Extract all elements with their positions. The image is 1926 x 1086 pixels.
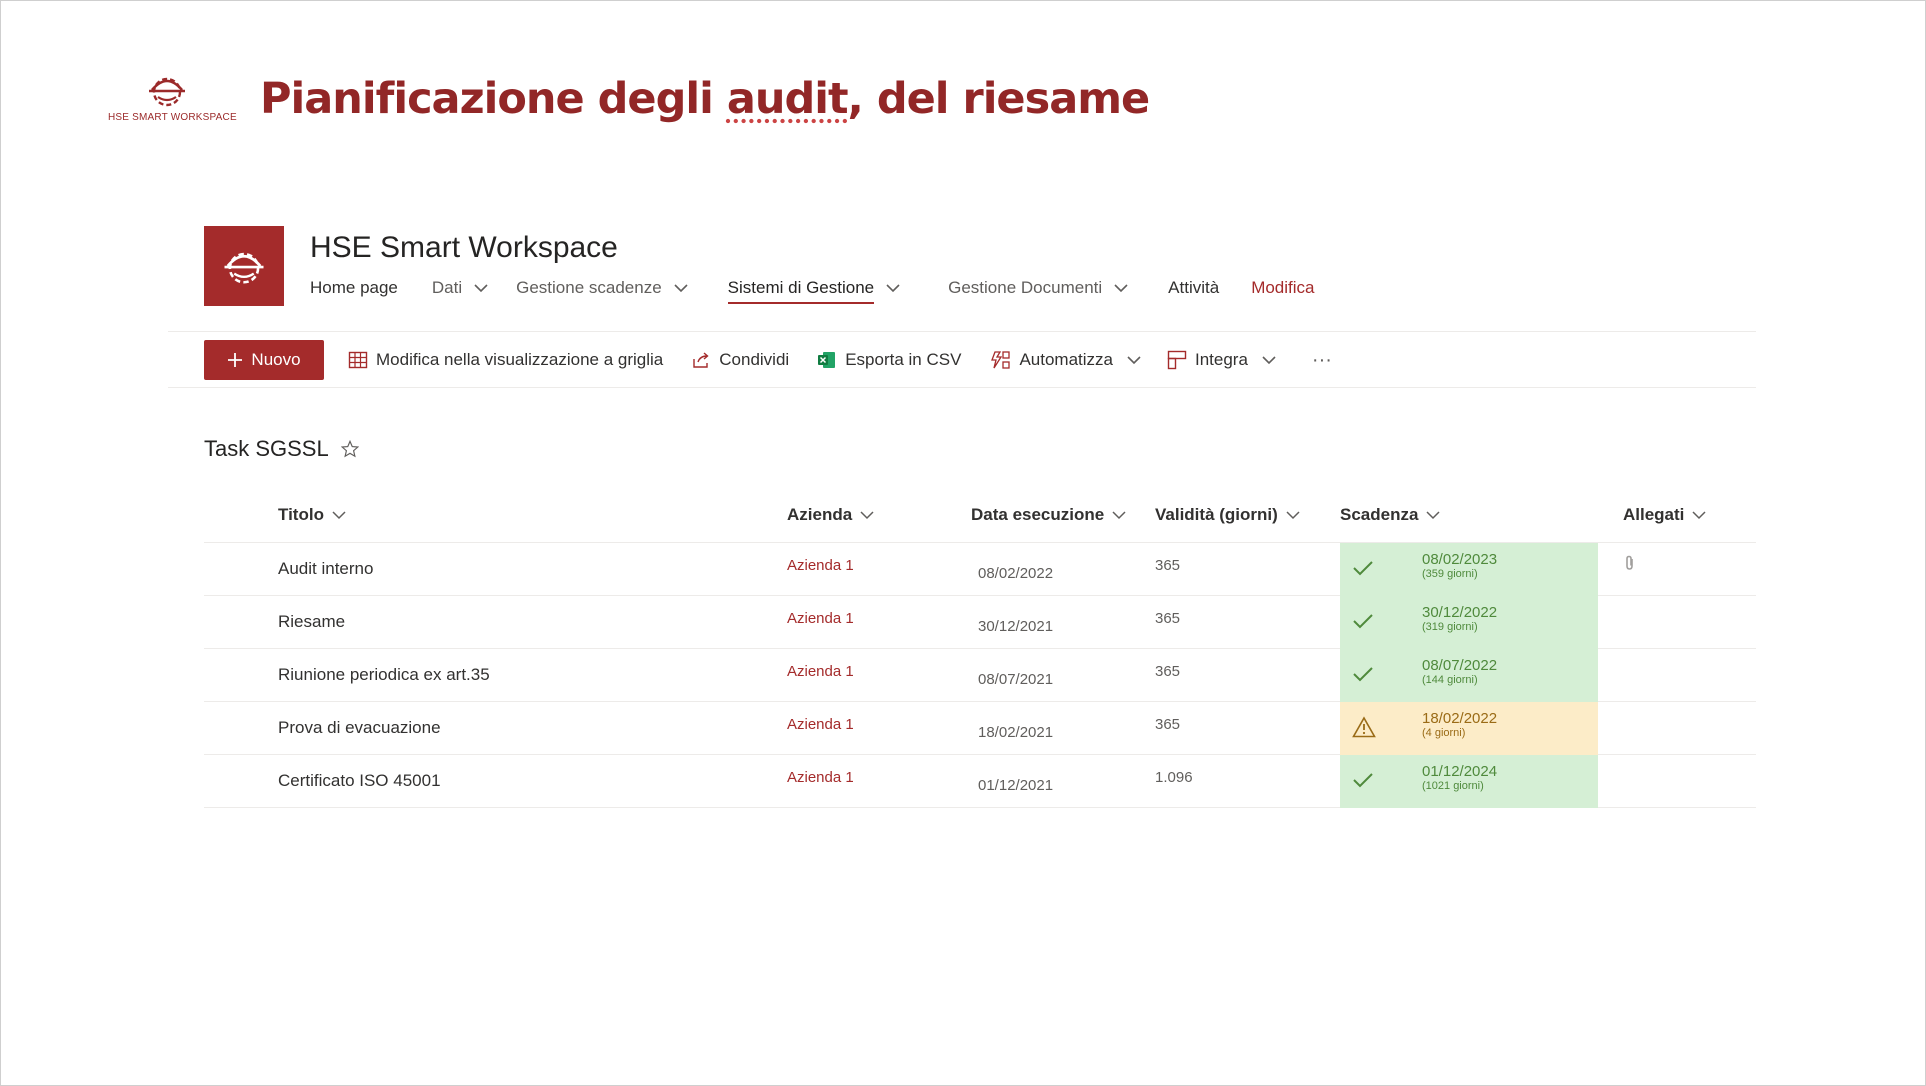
table-row[interactable]: [204, 543, 1756, 596]
cell-validity: 365: [1155, 556, 1181, 574]
export-csv-button[interactable]: [817, 350, 961, 370]
nav-edit-link[interactable]: [1251, 272, 1314, 304]
plus-icon: [227, 352, 243, 368]
nav-label: Gestione scadenze: [516, 278, 662, 297]
column-header-validity[interactable]: [1155, 505, 1300, 525]
chevron-down-icon: [1262, 356, 1276, 365]
brand-text: HSE SMART WORKSPACE: [108, 112, 237, 123]
column-header-label: Data esecuzione: [971, 505, 1105, 524]
chevron-down-icon: [1127, 356, 1141, 365]
column-header-label: Validità (giorni): [1155, 505, 1278, 524]
check-icon: [1352, 559, 1374, 577]
cell-company[interactable]: Azienda 1: [787, 768, 854, 786]
column-header-title[interactable]: [278, 505, 346, 525]
cell-deadline: [1340, 702, 1598, 755]
cell-validity: 365: [1155, 662, 1181, 680]
automate-label: Automatizza: [1019, 350, 1113, 369]
warning-icon: [1352, 716, 1376, 738]
nav-attivita[interactable]: [1168, 272, 1219, 304]
column-header-label: Titolo: [278, 505, 324, 524]
cell-deadline: [1340, 649, 1598, 702]
integrate-label: Integra: [1194, 350, 1248, 369]
chevron-down-icon: [1112, 511, 1126, 520]
chevron-down-icon: [886, 284, 900, 293]
share-button[interactable]: [691, 350, 789, 370]
check-icon: [1352, 612, 1374, 630]
cell-title[interactable]: Riesame: [278, 612, 346, 631]
deadline-date: 01/12/2024: [1422, 763, 1498, 780]
table-row[interactable]: [204, 596, 1756, 649]
site-nav: [310, 272, 1315, 304]
site-title[interactable]: HSE Smart Workspace: [310, 231, 618, 264]
paperclip-icon[interactable]: [1624, 555, 1636, 571]
nav-dati[interactable]: [432, 272, 488, 304]
cell-exec-date: 30/12/2021: [978, 617, 1054, 635]
deadline-date: 08/07/2022: [1422, 657, 1498, 674]
nav-label: Sistemi di Gestione: [728, 278, 874, 304]
nav-label: Dati: [431, 278, 463, 297]
chevron-down-icon: [1286, 511, 1300, 520]
cell-company[interactable]: Azienda 1: [787, 556, 854, 574]
chevron-down-icon: [1114, 284, 1128, 293]
column-header-label: Azienda: [787, 505, 853, 524]
nav-label: Gestione Documenti: [948, 278, 1103, 297]
nav-gestione-documenti[interactable]: [948, 272, 1128, 304]
excel-icon: [817, 350, 837, 370]
deadline-date: 08/02/2023: [1422, 551, 1498, 568]
site-logo[interactable]: [204, 226, 284, 306]
column-header-company[interactable]: [787, 505, 874, 525]
column-header-deadline[interactable]: [1340, 505, 1440, 525]
star-icon[interactable]: [341, 440, 359, 458]
deadline-days: (359 giorni): [1422, 568, 1478, 580]
deadline-days: (144 giorni): [1422, 674, 1478, 686]
cell-title[interactable]: Certificato ISO 45001: [278, 771, 441, 790]
list-title-text: Task SGSSL: [204, 436, 329, 461]
cell-validity: 365: [1155, 715, 1181, 733]
cell-company[interactable]: Azienda 1: [787, 662, 854, 680]
slide-title-part3: , del riesame: [847, 74, 1150, 124]
list-title: [204, 436, 359, 462]
column-header-attachments[interactable]: [1623, 505, 1706, 525]
nav-label: Home page: [310, 278, 398, 297]
deadline-days: (319 giorni): [1422, 621, 1478, 633]
deadline-date: 18/02/2022: [1422, 710, 1498, 727]
deadline-days: (1021 giorni): [1422, 780, 1484, 792]
table-row[interactable]: [204, 649, 1756, 702]
grid-icon: [348, 350, 368, 370]
column-header-label: Scadenza: [1340, 505, 1419, 524]
cell-exec-date: 18/02/2021: [978, 723, 1054, 741]
table-row[interactable]: [204, 702, 1756, 755]
chevron-down-icon: [474, 284, 488, 293]
cell-attachments[interactable]: [1624, 555, 1636, 571]
cell-validity: 1.096: [1155, 768, 1193, 786]
deadline-date: 30/12/2022: [1422, 604, 1498, 621]
divider: [168, 387, 1756, 388]
cell-company[interactable]: Azienda 1: [787, 609, 854, 627]
integrate-button[interactable]: [1167, 350, 1276, 370]
more-icon: ···: [1311, 348, 1332, 371]
cell-exec-date: 08/02/2022: [978, 564, 1054, 582]
grid-edit-button[interactable]: [348, 350, 663, 370]
deadline-days: (4 giorni): [1422, 727, 1466, 739]
new-button[interactable]: [204, 340, 324, 380]
gear-hardhat-icon: [218, 243, 270, 289]
new-button-label: Nuovo: [251, 350, 301, 369]
cell-deadline: [1340, 543, 1598, 596]
cell-validity: 365: [1155, 609, 1181, 627]
cell-deadline: [1340, 755, 1598, 808]
slide-brand-logo: [108, 70, 237, 123]
column-header-exec-date[interactable]: [971, 505, 1126, 525]
slide-title: [260, 74, 1149, 124]
nav-label: Modifica: [1251, 278, 1315, 297]
nav-home[interactable]: [310, 272, 398, 304]
cell-company[interactable]: Azienda 1: [787, 715, 854, 733]
cell-deadline: [1340, 596, 1598, 649]
grid-edit-label: Modifica nella visualizzazione a griglia: [376, 350, 664, 369]
cell-title[interactable]: Prova di evacuazione: [278, 718, 441, 737]
cell-exec-date: 08/07/2021: [978, 670, 1054, 688]
cell-title[interactable]: Riunione periodica ex art.35: [278, 665, 490, 684]
chevron-down-icon: [674, 284, 688, 293]
column-header-label: Allegati: [1623, 505, 1685, 524]
command-bar: [204, 340, 1332, 380]
check-icon: [1352, 665, 1374, 683]
share-label: Condividi: [719, 350, 790, 369]
integrate-icon: [1167, 350, 1187, 370]
nav-gestione-scadenze[interactable]: [516, 272, 688, 304]
cell-title[interactable]: Audit interno: [278, 559, 374, 578]
slide-title-part2: audit: [726, 74, 848, 124]
export-csv-label: Esporta in CSV: [845, 350, 962, 369]
slide-title-part1: Pianificazione degli: [260, 74, 727, 124]
divider: [168, 331, 1756, 332]
chevron-down-icon: [1692, 511, 1706, 520]
nav-label: Attività: [1168, 278, 1220, 297]
cell-exec-date: 01/12/2021: [978, 776, 1054, 794]
flow-icon: [989, 350, 1011, 370]
chevron-down-icon: [1426, 511, 1440, 520]
share-icon: [691, 350, 711, 370]
nav-sistemi-di-gestione[interactable]: [728, 272, 900, 304]
chevron-down-icon: [860, 511, 874, 520]
check-icon: [1352, 771, 1374, 789]
gear-hardhat-icon: [143, 70, 191, 110]
table-row[interactable]: [204, 755, 1756, 808]
chevron-down-icon: [332, 511, 346, 520]
automate-button[interactable]: [989, 350, 1141, 370]
more-options-button[interactable]: [1312, 349, 1332, 372]
